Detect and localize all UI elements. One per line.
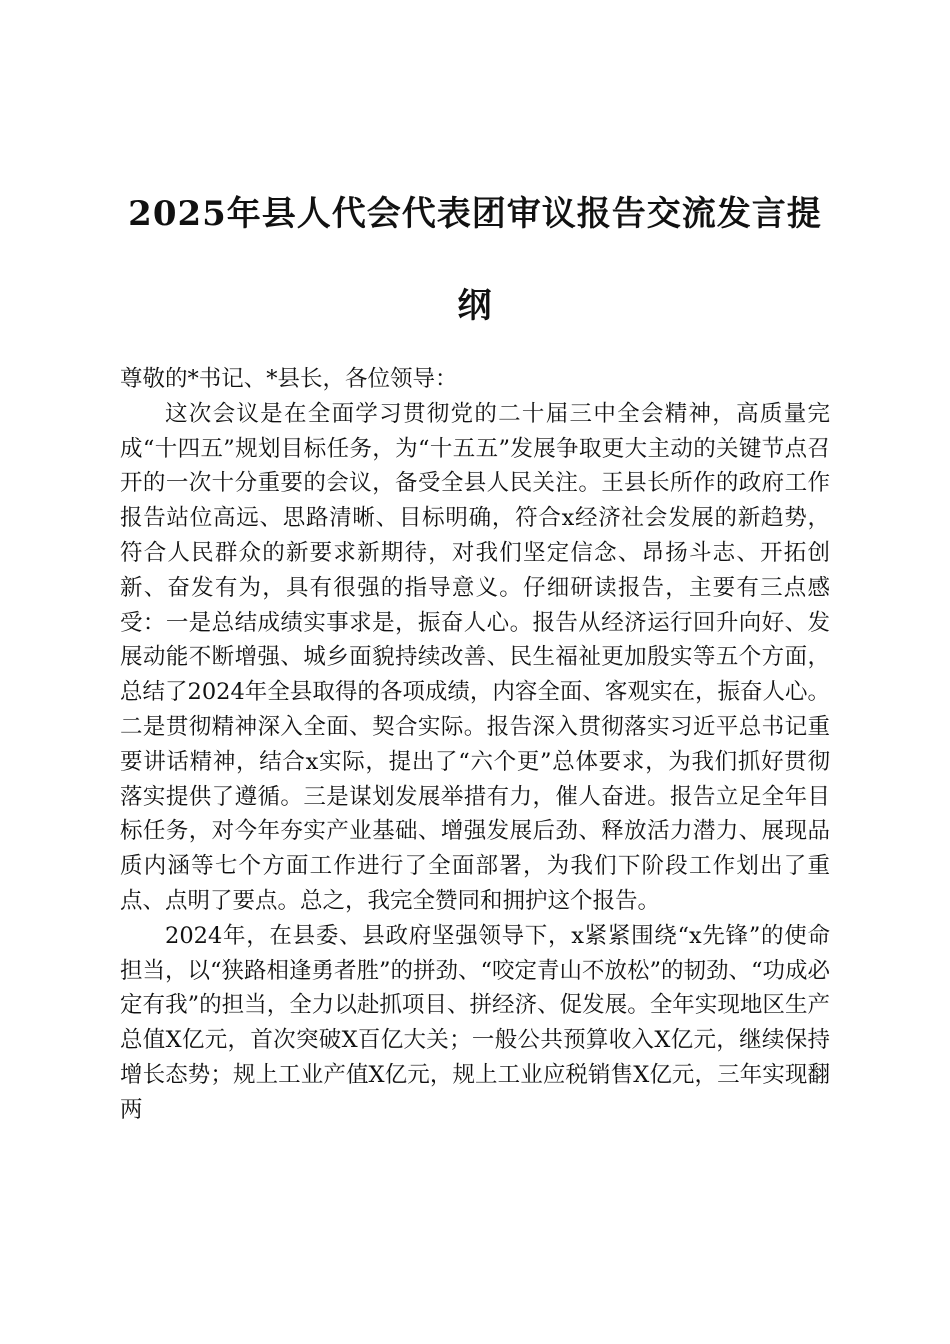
document-title: 2025年县人代会代表团审议报告交流发言提纲 [128, 194, 822, 326]
document-body [120, 362, 830, 1128]
paragraph-1: 这次会议是在全面学习贯彻党的二十届三中全会精神，高质量完成“十四五”规划目标任务，为“十五五”发展争取更大主动的关键节点召开的一次十分重要的会议，备受全县人民关注。王县长所作的政府工作报告站位高远、思路清晰、目标明确，符合x经济社会发展的新趋势，符合人民群众的新要求新期待，对我们坚定信念、昂扬斗志、开拓创新、奋发有为，具有很强的指导意义。仔细研读报告，主要有三点感受：一是总结成绩实事求是，振奋人心。报告从经济运行回升向好、发展动能不断增强、城乡面貌持续改善、民生福祉更加殷实等五个方面，总结了2024年全县取得的各项成绩，内容全面、客观实在，振奋人心。二是贯彻精神深入全面、契合实际。报告深入贯彻落实习近平总书记重要讲话精神，结合x实际，提出了“六个更”总体要求，为我们抓好贯彻落实提供了遵循。三是谋划发展举措有力，催人奋进。报告立足全年目标任务，对今年夯实产业基础、增强发展后劲、释放活力潜力、展现品质内涵等七个方面工作进行了全面部署，为我们下阶段工作划出了重点、点明了要点。总之，我完全赞同和拥护这个报告。 [120, 400, 830, 914]
greeting-line: 尊敬的*书记、*县长，各位领导： [120, 366, 458, 392]
paragraph-2: 2024年，在县委、县政府坚强领导下，x紧紧围绕“x先锋”的使命担当，以“狭路相逢勇者胜”的拼劲、“咬定青山不放松”的韧劲、“功成必定有我”的担当，全力以赴抓项目、拼经济、促发展。全年实现地区生产总值X亿元，首次突破X百亿大关；一般公共预算收入X亿元，继续保持增长态势；规上工业产值X亿元，规上工业应税销售X亿元，三年实现翻两 [120, 922, 831, 1123]
